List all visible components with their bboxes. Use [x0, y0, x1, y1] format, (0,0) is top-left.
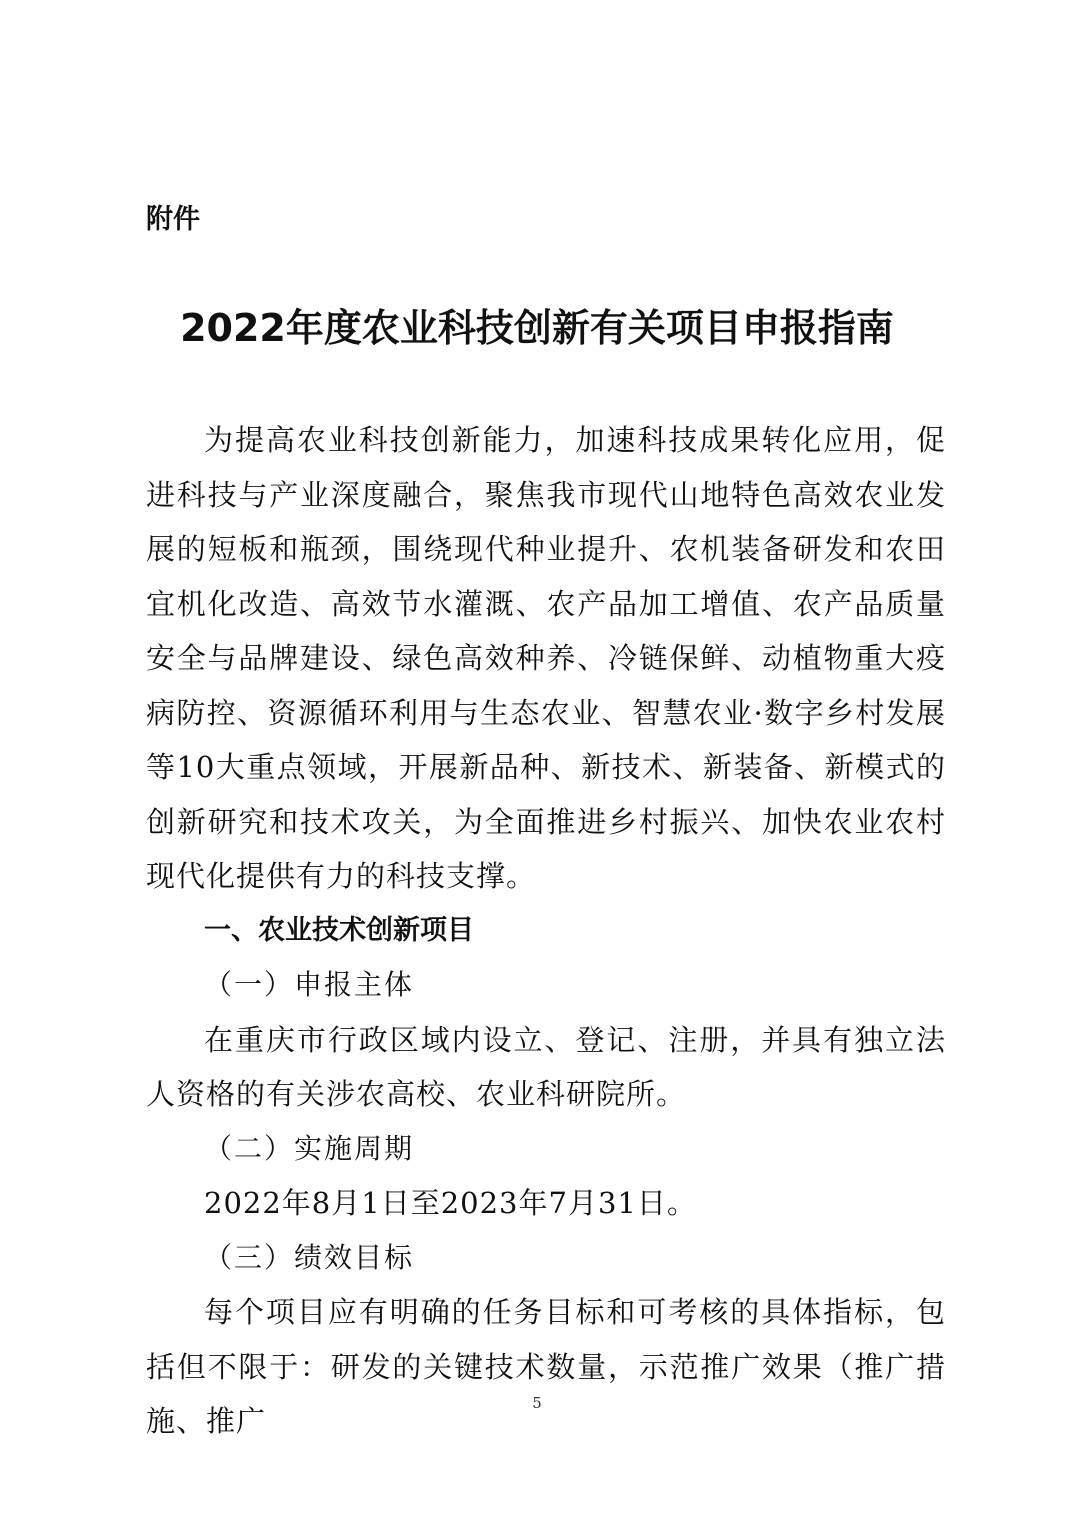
subsection-1-heading: （一）申报主体 — [204, 968, 415, 1001]
subsection-3-text: 每个项目应有明确的任务目标和可考核的具体指标，包括但不限于：研发的关键技术数量，示范推广效果（推广措施、推广 — [146, 1295, 946, 1438]
section-1-heading: 一、农业技术创新项目 — [204, 914, 474, 946]
document-title: 2022年度农业科技创新有关项目申报指南 — [180, 306, 894, 350]
subsection-2-heading: （二）实施周期 — [204, 1131, 415, 1165]
attachment-label: 附件 — [146, 204, 200, 235]
subsection-1-text: 在重庆市行政区域内设立、登记、注册，并具有独立法人资格的有关涉农高校、农业科研院所。 — [146, 1022, 946, 1111]
page-number: 5 — [532, 1394, 542, 1412]
subsection-3-heading: （三）绩效目标 — [204, 1240, 415, 1274]
subsection-2-text: 2022年8月1日至2023年7月31日。 — [204, 1186, 697, 1220]
intro-paragraph: 为提高农业科技创新能力，加速科技成果转化应用，促进科技与产业深度融合，聚焦我市现代山地特色高效农业发展的短板和瓶颈，围绕现代种业提升、农机装备研发和农田宜机化改造、高效节水灌溉、农产品加工增值、农产品质量安全与品牌建设、绿色高效种养、冷链保鲜、动植物重大疫病防控、资源循环利用与生态农业、智慧农业·数字乡村发展等10大重点领域，开展新品种、新技术、新装备、新模式的创新研究和技术攻关，为全面推进乡村振兴、加快农业农村现代化提供有力的科技支撑。 — [146, 423, 946, 893]
document-body — [146, 413, 946, 1449]
